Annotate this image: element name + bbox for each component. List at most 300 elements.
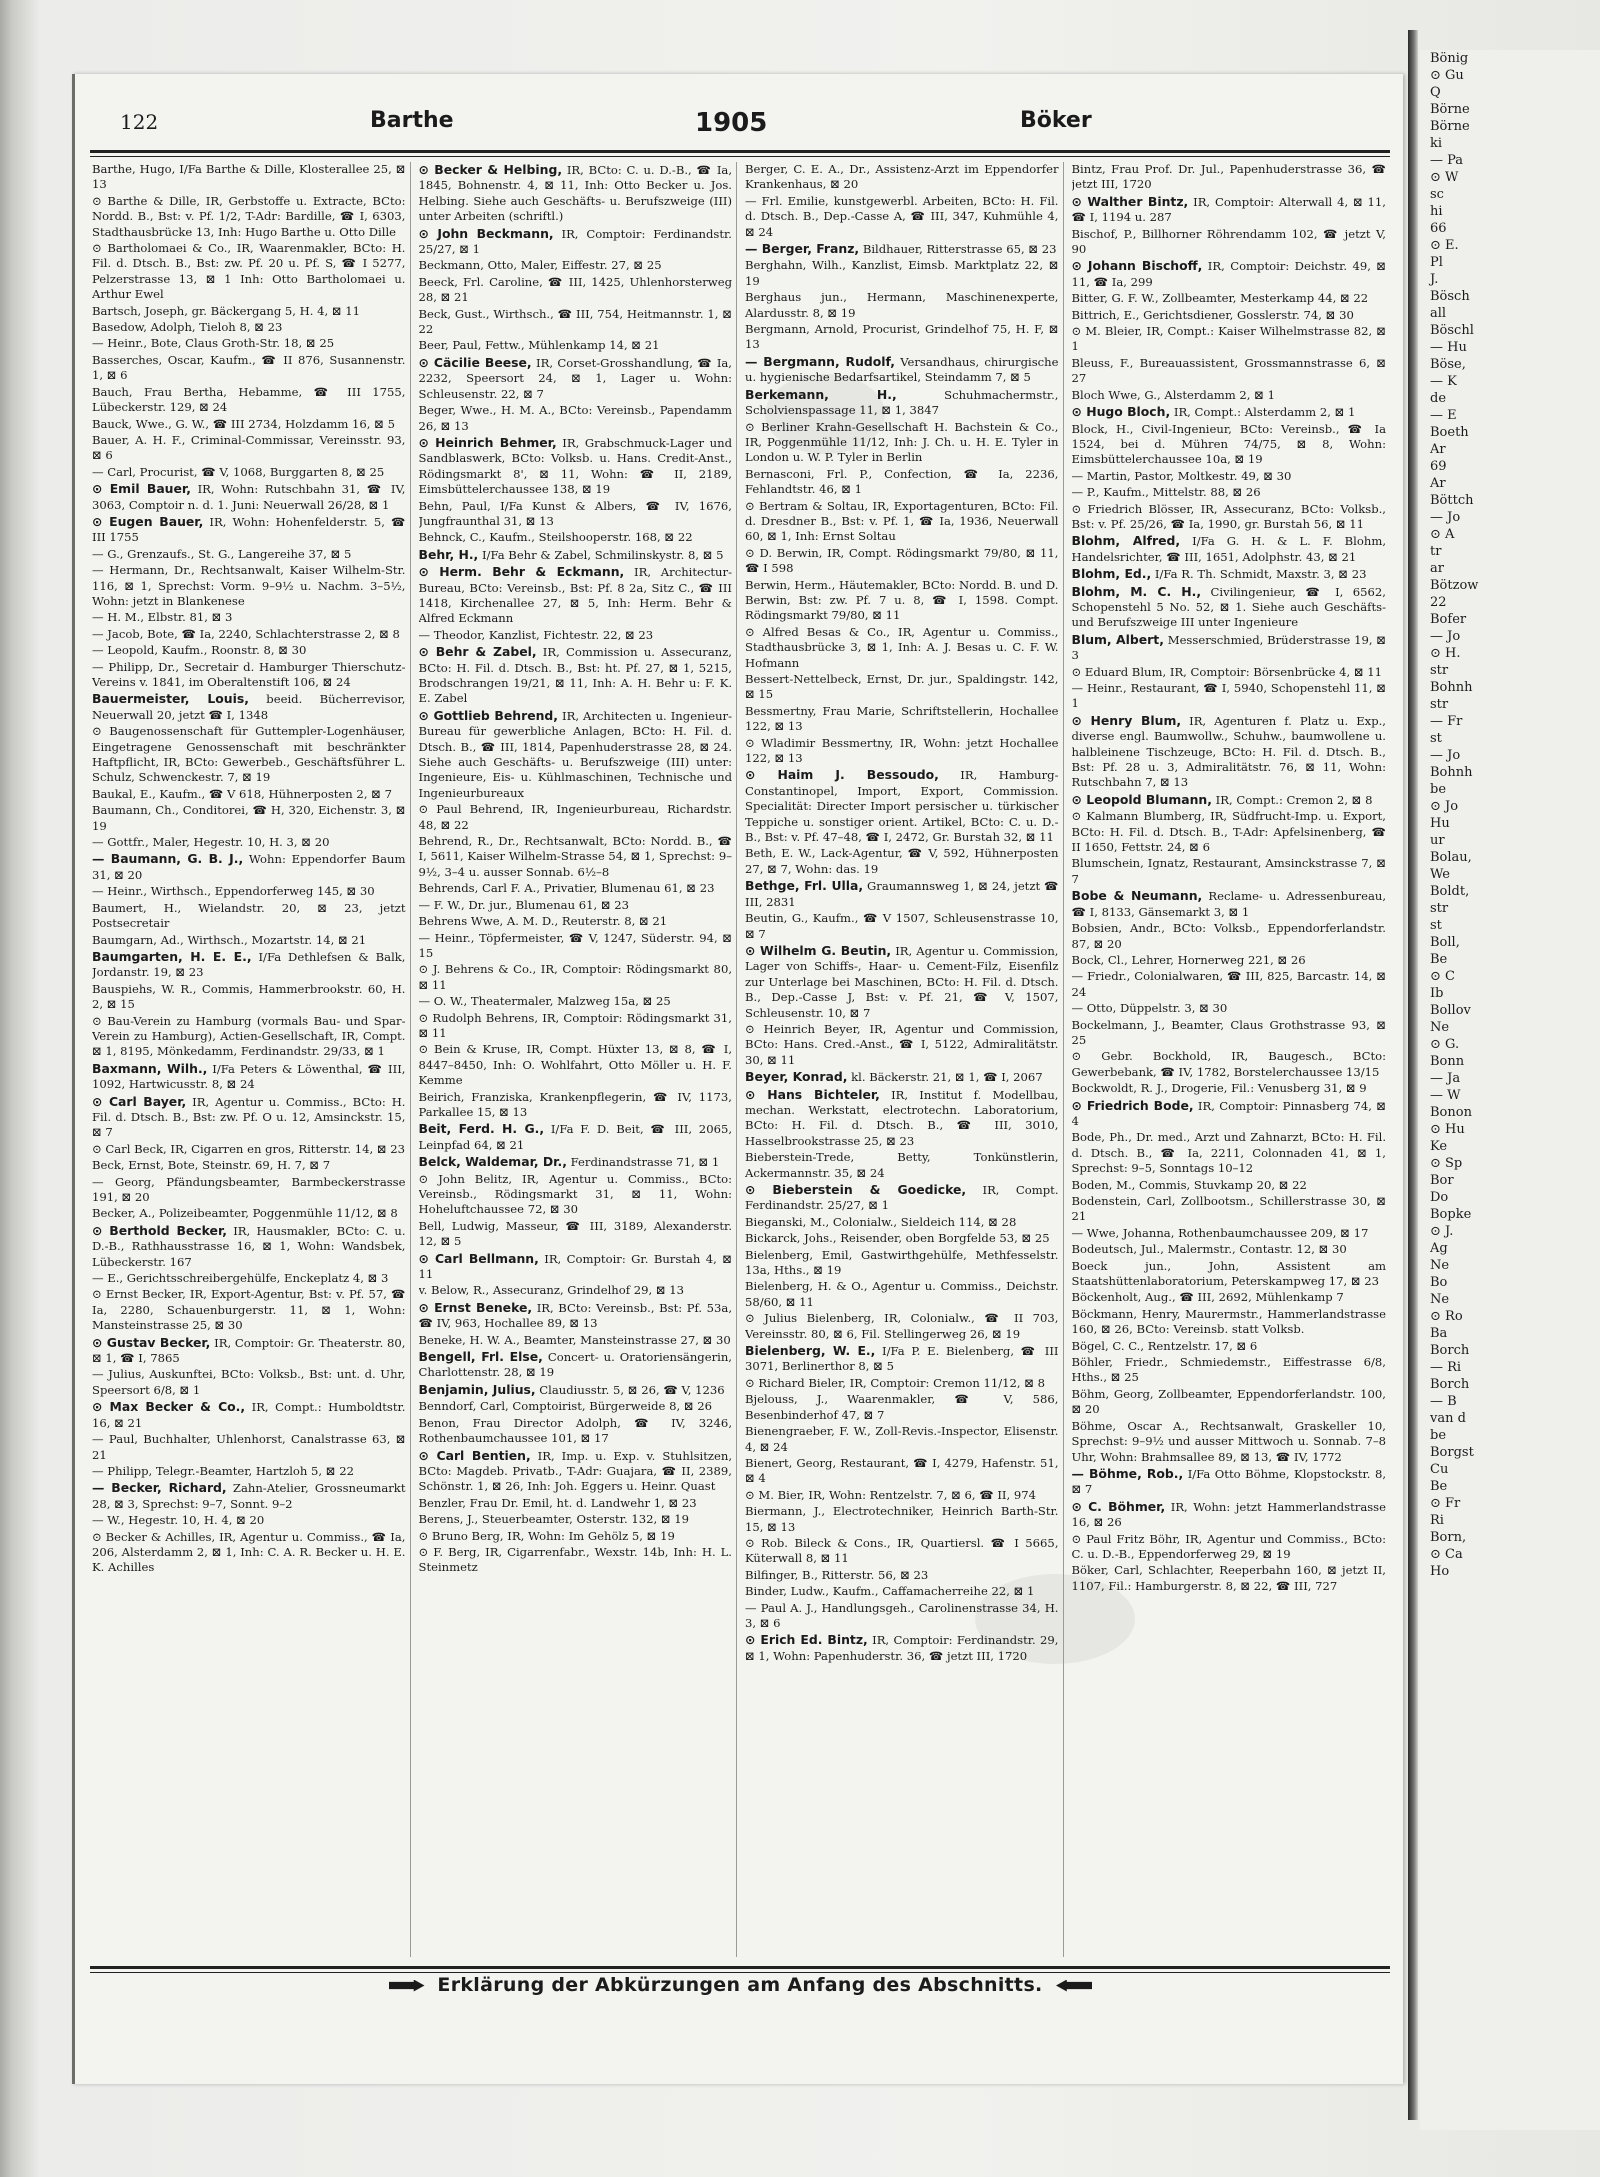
directory-entry [1072, 502, 1387, 533]
entry-name: ⊙ Friedrich Bode, [1071, 1097, 1194, 1113]
entry-text: Böhler, Friedr., Schmiedemstr., Eiffestrasse 6/8, Hths., ⊠ 25 [1071, 1355, 1386, 1385]
directory-entry [745, 194, 1059, 240]
directory-entry [419, 1121, 733, 1153]
directory-entry [1072, 1001, 1387, 1016]
directory-entry [419, 834, 733, 880]
facing-page-line: Borgst [1430, 1445, 1474, 1460]
entry-name: ⊙ Gottlieb Behrend, [418, 707, 559, 723]
directory-entry [1072, 921, 1387, 952]
entry-text: Bischof, P., Billhorner Röhrendamm 102, ☎ jetzt V, 90 [1071, 226, 1386, 257]
directory-entry [745, 1022, 1059, 1068]
facing-page-line: de [1430, 391, 1447, 406]
directory-entry [92, 465, 406, 480]
entry-text: IR, Comptoir: Ferdinandstr. 29, ⊠ 1, Wohn: Papenhuderstr. 36, ☎ jetzt III, 1720 [745, 1633, 1059, 1663]
directory-entry [1072, 969, 1387, 1000]
directory-entry [419, 1283, 733, 1298]
directory-entry [419, 962, 733, 993]
entry-name: ⊙ Behr & Zabel, [418, 644, 537, 660]
directory-entry [1072, 1355, 1387, 1386]
entry-text: — P., Kaufm., Mittelstr. 88, ⊠ 26 [1071, 485, 1261, 500]
facing-page-line: Böse, [1430, 357, 1466, 372]
entry-text: IR, Compt. Ferdinandstr. 25/27, ⊠ 1 [745, 1183, 1059, 1213]
facing-page-line: Q [1430, 85, 1441, 100]
entry-name: Blohm, Alfred, [1071, 533, 1181, 549]
directory-entry [419, 644, 733, 707]
entry-name: ⊙ Hugo Bloch, [1071, 404, 1171, 420]
entry-text: ⊙ Friedrich Blösser, IR, Assecuranz, BCto: Volksb., Bst: v. Pf. 25/26, ☎ Ia, 1990, gr. Burstah 56, ⊠ 11 [1071, 501, 1386, 531]
directory-entry [745, 767, 1059, 845]
directory-entry [745, 1279, 1059, 1310]
directory-entry [419, 403, 733, 434]
facing-page-line: Böttch [1430, 493, 1474, 508]
facing-page-line: — Fr [1430, 714, 1463, 729]
year-heading: 1905 [695, 108, 768, 138]
entry-text: Bienert, Georg, Restaurant, ☎ I, 4279, Hafenstr. 51, ⊠ 4 [745, 1455, 1059, 1486]
directory-entry [92, 901, 406, 932]
pointing-hand-icon [389, 1980, 425, 1992]
directory-entry [1072, 1339, 1387, 1354]
directory-entry [92, 1158, 406, 1173]
entry-text: IR, Architectur-Bureau, BCto: Vereinsb., Bst: Pf. 8 2a, Sitz C., ☎ III 1418, Kirchenallee 27, ⊠ 5, Inh: Herm. Behr & Alfred Eckmann [418, 565, 732, 626]
directory-entry [745, 1231, 1059, 1246]
directory-entry [92, 1530, 406, 1576]
directory-entry [1072, 792, 1387, 808]
entry-text: ⊙ M. Bier, IR, Wohn: Rentzelstr. 7, ⊠ 6, ☎ II, 974 [745, 1487, 1037, 1502]
entry-text: Bleuss, F., Bureauassistent, Grossmannstrasse 6, ⊠ 27 [1071, 355, 1386, 386]
directory-entry [419, 258, 733, 273]
directory-entry [745, 322, 1059, 353]
entry-text: Beeck, Frl. Caroline, ☎ III, 1425, Uhlenhorsterweg 28, ⊠ 21 [418, 274, 732, 305]
directory-entry [745, 1248, 1059, 1279]
entry-text: Bessmertny, Frau Marie, Schriftstellerin, Hochallee 122, ⊠ 13 [745, 703, 1059, 734]
entry-text: I/Fa Behr & Zabel, Schmilinskystr. 8, ⊠ 5 [481, 547, 724, 562]
entry-text: — Heinr., Restaurant, ☎ I, 5940, Schopenstehl 11, ⊠ 1 [1071, 681, 1386, 711]
directory-entry [419, 1529, 733, 1544]
facing-page-line: Bollov [1430, 1003, 1471, 1018]
entry-text: IR, Comptoir: Ferdinandstr. 25/27, ⊠ 1 [418, 226, 732, 257]
directory-entry [745, 1069, 1059, 1085]
facing-page-line: Boll, [1430, 935, 1460, 950]
facing-page-line: Bötzow [1430, 578, 1479, 593]
entry-text: Bieberstein-Trede, Betty, Tonkünstlerin, Ackermannstr. 35, ⊠ 24 [745, 1150, 1059, 1180]
entry-text: ⊙ Paul Fritz Böhr, IR, Agentur und Commiss., BCto: C. u. D.-B., Eppendorferweg 29, ⊠ 19 [1071, 1531, 1386, 1561]
facing-page-line: Bönig [1430, 51, 1469, 66]
directory-entry [92, 433, 406, 464]
entry-text: — Carl, Procurist, ☎ V, 1068, Burggarten 8, ⊠ 25 [92, 464, 385, 479]
facing-page-line: ⊙ W [1430, 170, 1459, 185]
entry-text: Boden, M., Commis, Stuvkamp 20, ⊠ 22 [1071, 1177, 1307, 1192]
entry-text: kl. Bäckerstr. 21, ⊠ 1, ☎ I, 2067 [851, 1070, 1043, 1085]
facing-page-line: — W [1430, 1088, 1461, 1103]
directory-entry [1072, 1081, 1387, 1096]
entry-name: ⊙ Cäcilie Beese, [418, 354, 532, 370]
entry-text: Bockelmann, J., Beamter, Claus Grothstrasse 93, ⊠ 25 [1071, 1017, 1386, 1047]
entry-text: — Friedr., Colonialwaren, ☎ III, 825, Barcastr. 14, ⊠ 24 [1071, 969, 1386, 999]
directory-entry [92, 851, 406, 883]
directory-entry [1072, 162, 1387, 193]
directory-entry [419, 564, 733, 627]
directory-entry [419, 355, 733, 402]
entry-text: Bielenberg, H. & O., Agentur u. Commiss., Deichstr. 58/60, ⊠ 11 [745, 1279, 1059, 1309]
entry-text: ⊙ Bein & Kruse, IR, Compt. Hüxter 13, ⊠ 8, ☎ I, 8447–8450, Inh: O. Wohlfahrt, Otto Möller u. H. F. Kemme [418, 1042, 732, 1088]
column-2 [419, 162, 738, 1957]
entry-text: IR, Comptoir: Gr. Burstah 4, ⊠ 11 [418, 1251, 732, 1282]
facing-page-line: Ne [1430, 1258, 1450, 1273]
entry-text: Barthe, Hugo, I/Fa Barthe & Dille, Klosterallee 25, ⊠ 13 [92, 162, 406, 192]
directory-entry [745, 911, 1059, 942]
entry-text: Behnck, C., Kaufm., Steilshooperstr. 168, ⊠ 22 [418, 530, 693, 545]
entry-text: Benon, Frau Director Adolph, ☎ IV, 3246, Rothenbaumchaussee 101, ⊠ 17 [418, 1415, 732, 1446]
directory-entry [1072, 194, 1387, 226]
directory-entry [419, 435, 733, 498]
facing-page-line: 66 [1430, 221, 1447, 236]
entry-text: Ferdinandstrasse 71, ⊠ 1 [570, 1155, 720, 1170]
directory-entry [92, 627, 406, 642]
directory-entry [92, 691, 406, 723]
directory-entry [1072, 566, 1387, 582]
entry-text: Benndorf, Carl, Comptoirist, Bürgerweide 8, ⊠ 26 [418, 1399, 712, 1414]
entry-text: Becker, A., Polizeibeamter, Poggenmühle 11/12, ⊠ 8 [92, 1206, 398, 1221]
entry-text: ⊙ M. Bleier, IR, Compt.: Kaiser Wilhelmstrasse 82, ⊠ 1 [1071, 324, 1386, 354]
entry-name: Blum, Albert, [1071, 631, 1164, 647]
directory-entry [1072, 1499, 1387, 1531]
abbreviation-note [90, 1974, 1390, 1996]
facing-page-line: Boeth [1430, 425, 1469, 440]
directory-entry [745, 1311, 1059, 1342]
entry-text: Berghaus jun., Hermann, Maschinenexperte, Alardusstr. 8, ⊠ 19 [745, 290, 1059, 320]
directory-entry [1072, 665, 1387, 680]
entry-text: — F. W., Dr. jur., Blumenau 61, ⊠ 23 [418, 897, 630, 912]
entry-text: IR, BCto: C. u. D.-B., ☎ Ia, 1845, Bohnenstr. 4, ⊠ 11, Inh: Otto Becker u. Jos. Helbing. Siehe auch Geschäfts- u. Berufszweige (III) unter Arbeiten (schriftl.) [418, 163, 733, 224]
directory-entry [1072, 1018, 1387, 1049]
directory-entry [1072, 404, 1387, 420]
facing-page-line: Ba [1430, 1326, 1448, 1341]
facing-page-line: str [1430, 901, 1449, 916]
entry-text: Berghahn, Wilh., Kanzlist, Eimsb. Marktplatz 22, ⊠ 19 [745, 258, 1059, 288]
directory-entry [92, 1464, 406, 1479]
directory-entry [92, 787, 406, 802]
entry-name: Bobe & Neumann, [1071, 888, 1203, 904]
entry-text: Baumann, Ch., Conditorei, ☎ H, 320, Eichenstr. 3, ⊠ 19 [92, 803, 406, 833]
directory-entry [92, 514, 406, 546]
entry-name: ⊙ Johann Bischoff, [1071, 258, 1203, 274]
entry-text: IR, Comptoir: Deichstr. 49, ⊠ 11, ☎ Ia, 299 [1071, 259, 1386, 289]
directory-entry [745, 1150, 1059, 1181]
facing-page-line: Bonn [1430, 1054, 1465, 1069]
facing-page-line: Bofer [1430, 612, 1467, 627]
directory-entry [92, 1094, 406, 1141]
directory-entry [419, 1349, 733, 1381]
directory-entry [1072, 1532, 1387, 1563]
directory-entry [1072, 1178, 1387, 1193]
facing-page-line: Börne [1430, 119, 1470, 134]
entry-text: — O. W., Theatermaler, Malzweg 15a, ⊠ 25 [418, 994, 671, 1009]
directory-entry [419, 1300, 733, 1332]
entry-text: ⊙ Wladimir Bessmertny, IR, Wohn: jetzt Hochallee 122, ⊠ 13 [745, 735, 1059, 766]
entry-text: I/Fa R. Th. Schmidt, Maxstr. 3, ⊠ 23 [1154, 567, 1367, 582]
entry-text: — Philipp, Telegr.-Beamter, Hartzloh 5, ⊠ 22 [92, 1463, 354, 1478]
entry-text: Schuhmachermstr., Scholvienspassage 11, ⊠ 1, 3847 [745, 387, 1059, 418]
entry-text: Claudiusstr. 5, ⊠ 26, ☎ V, 1236 [539, 1382, 725, 1397]
entry-name: ⊙ Bieberstein & Goedicke, [745, 1182, 967, 1197]
directory-entry [92, 353, 406, 384]
directory-entry [92, 385, 406, 416]
page-number: 122 [120, 110, 159, 134]
entry-name: Blohm, Ed., [1071, 566, 1152, 582]
directory-entry [419, 1416, 733, 1447]
directory-entry [745, 1376, 1059, 1391]
entry-text: ⊙ Bartholomaei & Co., IR, Waarenmakler, BCto: H. Fil. d. Dtsch. B., Bst: zw. Pf. 20 u. Pf. S, ☎ I 5277, Pelzerstrasse 13, ⊠ 1 Inh: Otto Bartholomaei u. Arthur Ewel [92, 241, 406, 302]
entry-text: Böckenholt, Aug., ☎ III, 2692, Mühlenkamp 7 [1071, 1290, 1344, 1305]
facing-page-line: Do [1430, 1190, 1449, 1205]
entry-name: ⊙ Carl Bellmann, [418, 1250, 539, 1266]
directory-entry [745, 1182, 1059, 1214]
entry-text: Beneke, H. W. A., Beamter, Mansteinstrasse 27, ⊠ 30 [418, 1332, 731, 1347]
directory-entry [1072, 1259, 1387, 1290]
facing-page-line: Hu [1430, 816, 1450, 831]
directory-entry [1072, 533, 1387, 565]
directory-entry [1072, 469, 1387, 484]
directory-entry [745, 1601, 1059, 1632]
facing-page-line: Ib [1430, 986, 1444, 1001]
entry-name: Bengell, Frl. Else, [418, 1349, 543, 1365]
entry-text: Beutin, G., Kaufm., ☎ V 1507, Schleusenstrasse 10, ⊠ 7 [745, 911, 1059, 941]
facing-page-fragment [1420, 50, 1600, 2130]
directory-entry [92, 1206, 406, 1221]
directory-entry [745, 420, 1059, 466]
facing-page-line: Ne [1430, 1020, 1450, 1035]
entry-text: IR, Comptoir: Pinnasberg 74, ⊠ 4 [1071, 1098, 1387, 1128]
entry-text: Baumgarn, Ad., Wirthsch., Mozartstr. 14, ⊠ 21 [92, 932, 367, 947]
directory-entry [745, 499, 1059, 545]
directory-entry [1072, 953, 1387, 968]
facing-page-line: ur [1430, 833, 1445, 848]
entry-text: — Heinr., Bote, Claus Groth-Str. 18, ⊠ 25 [92, 336, 335, 351]
directory-entry [419, 1172, 733, 1218]
facing-page-line: Bor [1430, 1173, 1454, 1188]
column-3 [745, 162, 1064, 1957]
directory-entry [1072, 388, 1387, 403]
directory-entry [745, 1632, 1059, 1664]
directory-entry [1072, 1466, 1387, 1498]
entry-text: ⊙ Julius Bielenberg, IR, Colonialw., ☎ II 703, Vereinsstr. 80, ⊠ 6, Fil. Stellingerweg 26, ⊠ 19 [745, 1311, 1059, 1341]
facing-page-line: 69 [1430, 459, 1447, 474]
directory-entry [419, 802, 733, 833]
entry-text: — Frl. Emilie, kunstgewerbl. Arbeiten, BCto: H. Fil. d. Dtsch. B., Dep.-Casse A, ☎ III, 347, Kuhmühle 4, ⊠ 24 [745, 193, 1059, 239]
entry-text: Bittrich, E., Gerichtsdiener, Gosslerstr. 74, ⊠ 30 [1071, 307, 1354, 322]
directory-entry [92, 1223, 406, 1270]
entry-text: Baumert, H., Wielandstr. 20, ⊠ 23, jetzt Postsecretair [92, 900, 406, 931]
entry-text: ⊙ Rudolph Behrens, IR, Comptoir: Rödingsmarkt 31, ⊠ 11 [418, 1010, 732, 1040]
directory-entry [745, 1584, 1059, 1599]
entry-text: Beck, Gust., Wirthsch., ☎ III, 754, Heitmannstr. 1, ⊠ 22 [418, 306, 732, 337]
entry-name: Berkemann, H., [745, 386, 897, 402]
entry-text: ⊙ Gebr. Bockhold, IR, Baugesch., BCto: Gewerbebank, ☎ IV, 1782, Borstelerchaussee 13/15 [1071, 1049, 1386, 1079]
directory-entry [745, 878, 1059, 910]
entry-name: — Becker, Richard, [92, 1480, 227, 1496]
entry-text: — Hermann, Dr., Rechtsanwalt, Kaiser Wilhelm-Str. 116, ⊠ 1, Sprechst: Vorm. 9–9½ u. Nachm. 3–5½, Wohn: jetzt in Blankenese [92, 563, 406, 608]
entry-text: — Theodor, Kanzlist, Fichtestr. 22, ⊠ 23 [418, 627, 654, 642]
entry-text: Böhm, Georg, Zollbeamter, Eppendorferlandstr. 100, ⊠ 20 [1071, 1386, 1386, 1417]
entry-text: Bauch, Frau Bertha, Hebamme, ☎ III 1755, Lübeckerstr. 129, ⊠ 24 [92, 384, 406, 415]
entry-text: Bessert-Nettelbeck, Ernst, Dr. jur., Spaldingstr. 142, ⊠ 15 [745, 672, 1059, 702]
directory-entry [745, 258, 1059, 289]
directory-entry [1072, 681, 1387, 712]
entry-text: Böhme, Oscar A., Rechtsanwalt, Graskeller 10, Sprechst: 9–9½ und ausser Mittwoch u. Sonnab. 7–8 Uhr, Wohn: Brahmsallee 89, ⊠ 13, ☎ IV, 1772 [1071, 1418, 1386, 1464]
facing-page-line: ⊙ C [1430, 969, 1455, 984]
facing-page-line: st [1430, 731, 1442, 746]
entry-name: ⊙ Walther Bintz, [1071, 193, 1189, 209]
right-catchword: Böker [1020, 108, 1092, 133]
directory-entry [1072, 632, 1387, 664]
directory-entry [92, 1142, 406, 1157]
entry-text: beeid. Bücherrevisor, Neuerwall 20, jetzt ☎ I, 1348 [92, 692, 406, 722]
directory-entry [92, 162, 406, 193]
facing-page-line: ki [1430, 136, 1443, 151]
facing-page-line: ⊙ G. [1430, 1037, 1460, 1052]
entry-text: IR, Hausmakler, BCto: C. u. D.-B., Rathhausstrasse 16, ⊠ 1, Wohn: Wandsbek, Lübeckerstr. 167 [92, 1223, 406, 1269]
entry-text: ⊙ Richard Bieler, IR, Comptoir: Cremon 11/12, ⊠ 8 [745, 1375, 1046, 1390]
directory-entry [1072, 422, 1387, 468]
entry-name: ⊙ Carl Bentien, [418, 1447, 531, 1463]
directory-entry [745, 1456, 1059, 1487]
facing-page-line: ⊙ Gu [1430, 68, 1464, 83]
abbreviation-note-text: Erklärung der Abkürzungen am Anfang des Abschnitts. [437, 1974, 1043, 1996]
directory-entry [92, 547, 406, 562]
entry-text: Böker, Carl, Schlachter, Reeperbahn 160, ⊠ jetzt II, 1107, Fil.: Hamburgerstr. 8, ⊠ 22, ☎ III, 727 [1071, 1563, 1386, 1593]
entry-text: — Heinr., Wirthsch., Eppendorferweg 145, ⊠ 30 [92, 884, 375, 899]
directory-entry [745, 846, 1059, 877]
entry-text: IR, Wohn: Hohenfelderstr. 5, ☎ III 1755 [92, 514, 406, 545]
entry-text: ⊙ Carl Beck, IR, Cigarren en gros, Ritterstr. 14, ⊠ 23 [92, 1141, 406, 1156]
entry-text: Berwin, Herm., Häutemakler, BCto: Nordd. B. und D. Berwin, Bst: zw. Pf. 7 u. 8, ☎ I, 1598. Compt. Rödingsmarkt 79/80, ⊠ 11 [745, 577, 1059, 623]
directory-entry [1072, 485, 1387, 500]
facing-page-line: str [1430, 697, 1449, 712]
directory-entry [1072, 1419, 1387, 1465]
entry-name: ⊙ Hans Bichteler, [745, 1086, 880, 1102]
directory-entry [745, 672, 1059, 703]
entry-text: Graumannsweg 1, ⊠ 24, jetzt ☎ III, 2831 [745, 879, 1059, 909]
book-spine [1408, 30, 1418, 2120]
directory-entry [92, 563, 406, 609]
entry-name: Baumgarten, H. E. E., [92, 948, 252, 964]
facing-page-line: Bohnh [1430, 680, 1473, 695]
entry-text: I/Fa P. E. Bielenberg, ☎ III 3071, Berlinerthor 8, ⊠ 5 [745, 1344, 1059, 1374]
entry-text: IR, Compt.: Alsterdamm 2, ⊠ 1 [1173, 405, 1356, 420]
facing-page-line: Böschl [1430, 323, 1474, 338]
facing-page-line: str [1430, 663, 1449, 678]
column-1 [92, 162, 411, 1957]
entry-text: Zahn-Atelier, Grossneumarkt 28, ⊠ 3, Sprechst: 9–7, Sonnt. 9–2 [92, 1481, 406, 1511]
facing-page-line: J. [1430, 272, 1439, 287]
entry-text: IR, Wohn: jetzt Hammerlandstrasse 16, ⊠ 26 [1071, 1499, 1386, 1530]
entry-text: Bauck, Wwe., G. W., ☎ III 2734, Holzdamm 16, ⊠ 5 [92, 416, 395, 431]
entry-name: — Baumann, G. B. J., [92, 851, 244, 867]
entry-text: Beer, Paul, Fettw., Mühlenkamp 14, ⊠ 21 [418, 338, 660, 353]
directory-entry [92, 982, 406, 1013]
entry-text: Binder, Ludw., Kaufm., Caffamacherreihe 22, ⊠ 1 [745, 1584, 1035, 1599]
directory-entry [1072, 1387, 1387, 1418]
directory-entry [745, 943, 1059, 1021]
entry-name: Bielenberg, W. E., [745, 1343, 876, 1359]
entry-text: v. Below, R., Assecuranz, Grindelhof 29, ⊠ 13 [418, 1283, 684, 1298]
directory-entry [419, 898, 733, 913]
directory-entry [419, 1448, 733, 1495]
entry-name: ⊙ Heinrich Behmer, [418, 434, 557, 450]
directory-entry [1072, 888, 1387, 920]
entry-text: Bögel, C. C., Rentzelstr. 17, ⊠ 6 [1071, 1338, 1258, 1353]
directory-entry [92, 336, 406, 351]
entry-text: ⊙ F. Berg, IR, Cigarrenfabr., Wexstr. 14b, Inh: H. L. Steinmetz [418, 1544, 732, 1575]
directory-entry [745, 354, 1059, 386]
directory-entry [419, 1512, 733, 1527]
directory-entry [745, 1504, 1059, 1535]
directory-entry [745, 578, 1059, 624]
entry-text: Behn, Paul, I/Fa Kunst & Albers, ☎ IV, 1676, Jungfraunthal 31, ⊠ 13 [418, 498, 732, 528]
facing-page-line: Borch [1430, 1343, 1470, 1358]
directory-entry [1072, 324, 1387, 355]
entry-text: ⊙ Barthe & Dille, IR, Gerbstoffe u. Extracte, BCto: Nordd. B., Bst: v. Pf. 1/2, T-Adr: Bardille, ☎ I, 6303, Stadthausbrücke 13, Inh: Hugo Barthe u. Otto Dille [92, 193, 406, 239]
entry-text: Bodenstein, Carl, Zollbootsm., Schillerstrasse 30, ⊠ 21 [1071, 1194, 1386, 1224]
facing-page-line: sc [1430, 187, 1444, 202]
directory-entry [419, 994, 733, 1009]
entry-name: ⊙ Emil Bauer, [92, 481, 191, 497]
entry-text: Bauer, A. H. F., Criminal-Commissar, Vereinsstr. 93, ⊠ 6 [92, 432, 406, 463]
entry-text: — Philipp, Dr., Secretair d. Hamburger Thierschutz-Vereins v. 1841, im Oberaltenstift 106, ⊠ 24 [92, 659, 406, 689]
directory-entry [92, 1014, 406, 1060]
entry-text: Bernasconi, Frl. P., Confection, ☎ Ia, 2236, Fehlandtstr. 46, ⊠ 1 [745, 466, 1059, 497]
facing-page-line: Be [1430, 952, 1448, 967]
directory-entry [419, 914, 733, 929]
entry-name: ⊙ Eugen Bauer, [92, 513, 204, 529]
directory-entry [92, 241, 406, 303]
entry-text: Bartsch, Joseph, gr. Bäckergang 5, H. 4, ⊠ 11 [92, 303, 361, 318]
facing-page-line: be [1430, 1428, 1447, 1443]
directory-entry [92, 1335, 406, 1367]
entry-text: Bielenberg, Emil, Gastwirthgehülfe, Methfesselstr. 13a, Hths., ⊠ 19 [745, 1247, 1059, 1278]
directory-entry [745, 387, 1059, 419]
facing-page-line: all [1430, 306, 1447, 321]
directory-entry [92, 803, 406, 834]
directory-entry [92, 884, 406, 899]
entry-text: IR, Hamburg-Constantinopel, Import, Export, Commission. Specialität: Directer Import persischer u. türkischer Teppiche u. sonstiger orient. Artikel, BCto: C. u. D.-B., Bst: v. Pf. 47–48, ☎ I, 2472, Gr. Burstah 32, ⊠ 11 [745, 768, 1059, 845]
directory-entry [419, 162, 733, 225]
footer-rule [90, 1966, 1390, 1973]
directory-entry [419, 226, 733, 258]
entry-text: IR, Comptoir: Gr. Theaterstr. 80, ⊠ 1, ☎ I, 7865 [92, 1335, 406, 1366]
entry-text: Benzler, Frau Dr. Emil, ht. d. Landwehr 1, ⊠ 23 [418, 1495, 697, 1510]
directory-entry [1072, 809, 1387, 855]
directory-entry [745, 1568, 1059, 1583]
directory-entry [419, 1154, 733, 1170]
entry-text: I/Fa G. H. & L. F. Blohm, Handelsrichter, ☎ III, 1651, Adolphstr. 43, ⊠ 21 [1071, 534, 1387, 564]
directory-entry [92, 1399, 406, 1431]
entry-text: Wohn: Eppendorfer Baum 31, ⊠ 20 [92, 852, 406, 882]
entry-name: ⊙ Leopold Blumann, [1071, 791, 1212, 807]
facing-page-line: Börne [1430, 102, 1470, 117]
facing-page-line: Ho [1430, 1564, 1450, 1579]
facing-page-line: Ar [1430, 442, 1446, 457]
facing-page-line: Ne [1430, 1292, 1450, 1307]
entry-text: Block, H., Civil-Ingenieur, BCto: Vereinsb., ☎ Ia 1524, bei d. Mühren 74/75, ⊠ 8, Wohn: Eimsbüttelerchaussee 10a, ⊠ 19 [1071, 421, 1386, 467]
directory-entry [1072, 1226, 1387, 1241]
directory-entry [92, 933, 406, 948]
facing-page-line: ar [1430, 561, 1444, 576]
entry-name: ⊙ Becker & Helbing, [418, 162, 563, 177]
directory-entry [745, 546, 1059, 577]
entry-text: Bildhauer, Ritterstrasse 65, ⊠ 23 [862, 242, 1057, 257]
directory-entry [745, 1087, 1059, 1150]
